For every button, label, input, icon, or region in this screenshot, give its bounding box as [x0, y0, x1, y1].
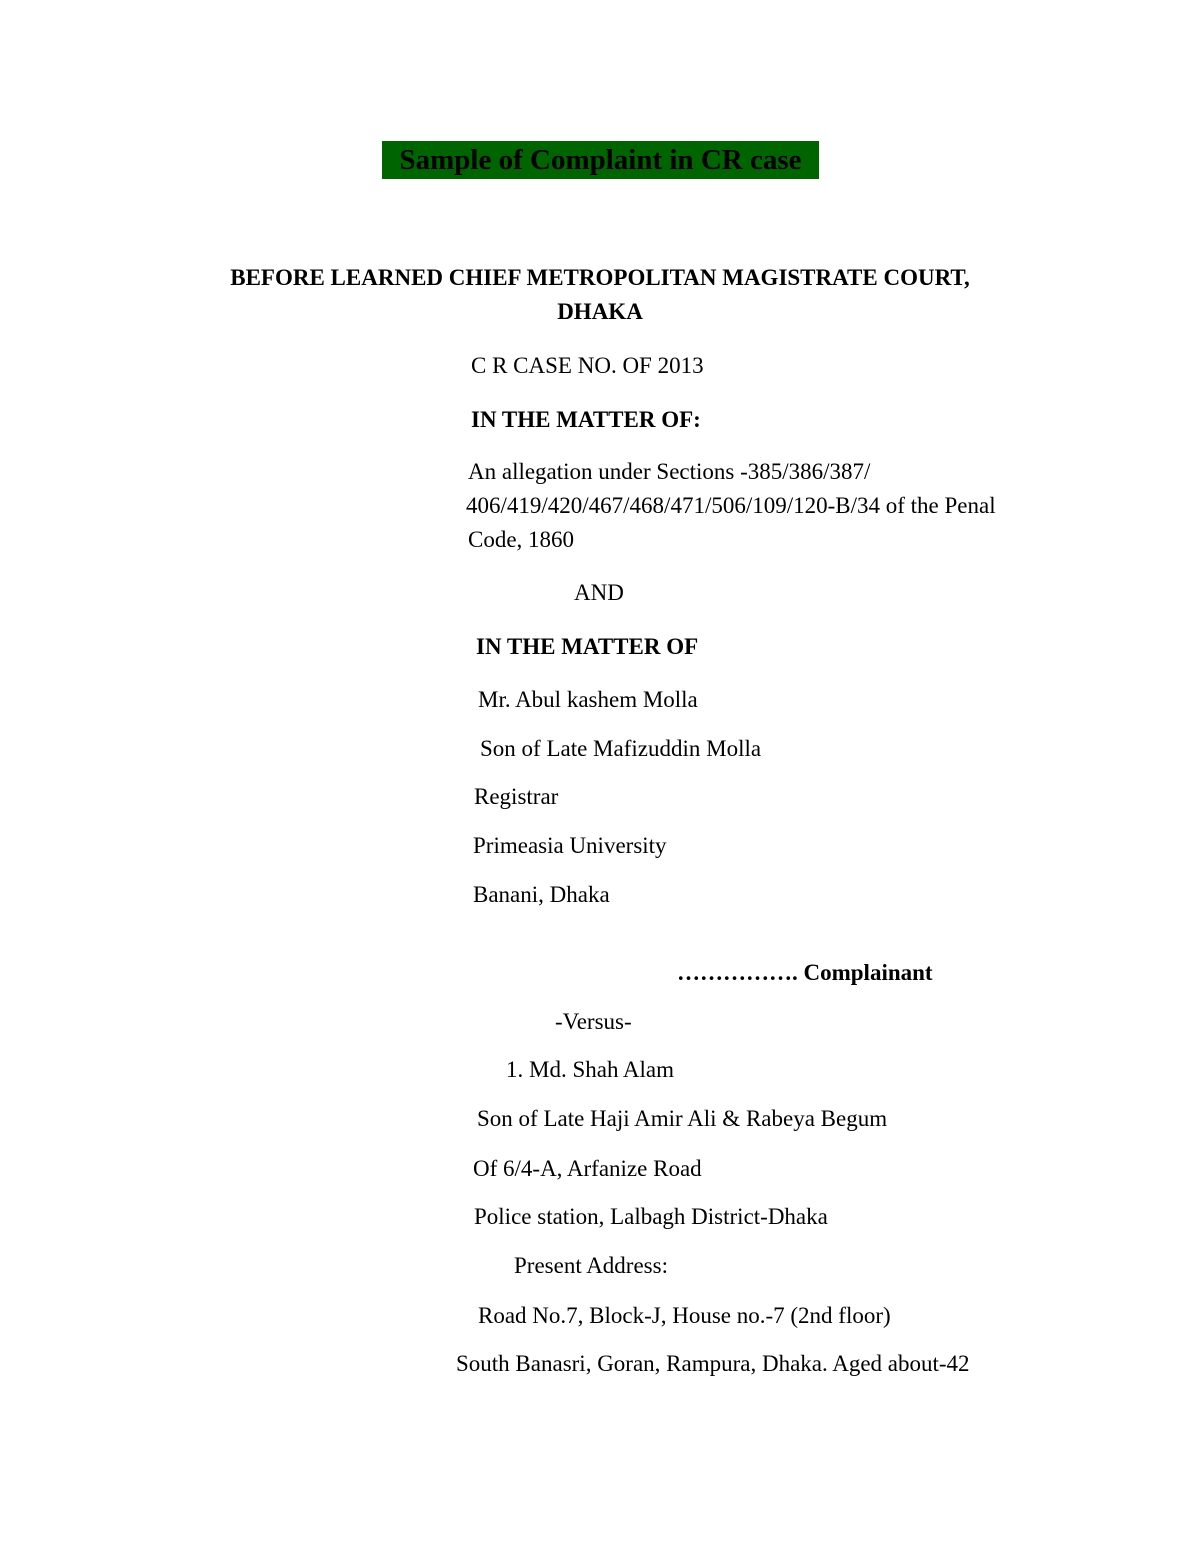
court-heading-line-1: BEFORE LEARNED CHIEF METROPOLITAN MAGISTRATE COURT,	[230, 265, 970, 290]
court-heading-line-2: DHAKA	[557, 299, 643, 324]
accused-address-line-1: Of 6/4-A, Arfanize Road	[473, 1156, 702, 1181]
complainant-parent: Son of Late Mafizuddin Molla	[480, 736, 762, 761]
present-address-line-1: Road No.7, Block-J, House no.-7 (2nd floor)	[478, 1303, 891, 1328]
allegation-line-2: 406/419/420/467/468/471/506/109/120-B/34 of the Penal	[466, 493, 996, 518]
allegation-line-1: An allegation under Sections -385/386/387/	[468, 459, 871, 484]
complainant-role: ……………. Complainant	[677, 960, 933, 985]
complainant-location: Banani, Dhaka	[473, 882, 610, 907]
and-text: AND	[574, 580, 624, 605]
allegation-line-3: Code, 1860	[468, 527, 575, 552]
matter-heading-1: IN THE MATTER OF:	[471, 407, 701, 432]
case-number: C R CASE NO. OF 2013	[471, 353, 704, 378]
accused-name: 1. Md. Shah Alam	[506, 1057, 675, 1082]
accused-parent: Son of Late Haji Amir Ali & Rabeya Begum	[477, 1106, 888, 1131]
complainant-designation: Registrar	[474, 784, 559, 809]
complainant-institution: Primeasia University	[473, 833, 667, 858]
document-title: Sample of Complaint in CR case	[399, 144, 802, 176]
present-address-label: Present Address:	[514, 1253, 668, 1278]
matter-heading-2: IN THE MATTER OF	[476, 634, 699, 659]
complainant-name: Mr. Abul kashem Molla	[478, 687, 698, 712]
versus-text: -Versus-	[555, 1009, 632, 1034]
present-address-line-2: South Banasri, Goran, Rampura, Dhaka. Aged about-42	[456, 1351, 970, 1376]
accused-address-line-2: Police station, Lalbagh District-Dhaka	[474, 1204, 828, 1229]
